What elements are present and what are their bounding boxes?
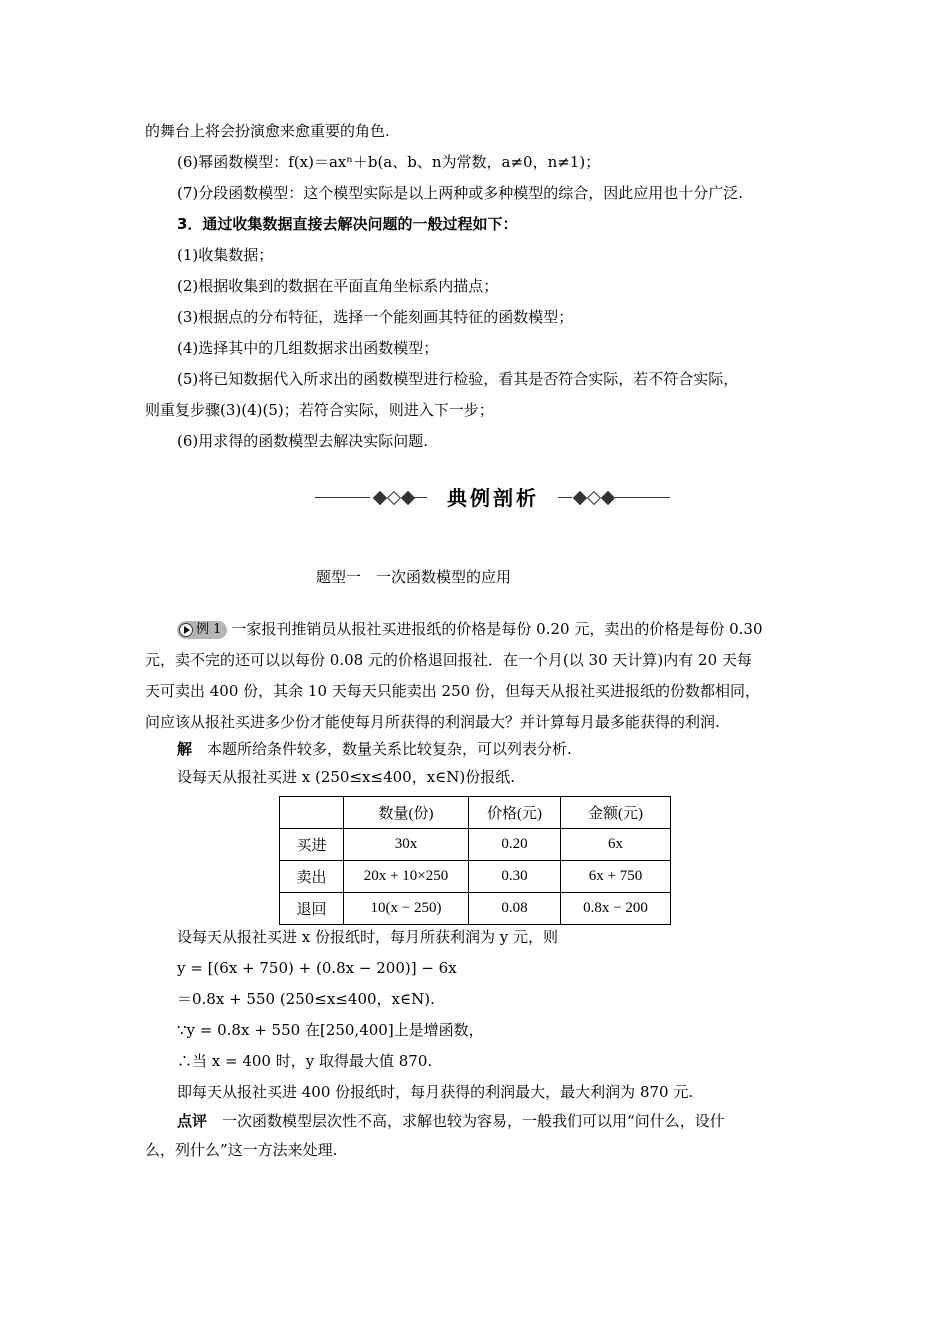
table-cell: 退回 [280, 893, 344, 925]
step-line: (3)根据点的分布特征，选择一个能刻画其特征的函数模型； [177, 308, 574, 326]
example-label: 例 1 [196, 622, 222, 637]
table-cell: 20x + 10×250 [344, 861, 469, 893]
diamond-icon [573, 491, 587, 505]
example-line: 问应该从报社买进多少份才能使每月所获得的利润最大？并计算每月最多能获得的利润. [145, 713, 720, 731]
step-line: (6)用求得的函数模型去解决实际问题. [177, 432, 429, 450]
diamond-icon [401, 491, 415, 505]
example-text: 一家报刊推销员从报社买进报纸的价格是每份 0.20 元，卖出的价格是每份 0.30 [231, 620, 763, 638]
banner-rule-right [615, 497, 670, 498]
example-line: 元，卖不完的还可以以每份 0.08 元的价格退回报社．在一个月(以 30 天计算)内有 20 天每 [145, 651, 752, 669]
table-cell: 卖出 [280, 861, 344, 893]
step-line: (1)收集数据； [177, 246, 274, 264]
solution-label: 解 [177, 740, 193, 758]
table-header-row [280, 797, 671, 829]
text-line: (7)分段函数模型：这个模型实际是以上两种或多种模型的综合，因此应用也十分广泛. [177, 184, 744, 202]
step-line: (5)将已知数据代入所求出的函数模型进行检验，看其是否符合实际，若不符合实际， [177, 370, 739, 388]
comment-label: 点评 [177, 1112, 208, 1130]
example-line: 天可卖出 400 份，其余 10 天每天只能卖出 250 份，但每天从报社买进报纸的份数都相同， [145, 682, 760, 700]
diamond-icon [373, 491, 387, 505]
play-icon [179, 623, 193, 637]
table-cell: 6x + 750 [561, 861, 671, 893]
text-line: 的舞台上将会扮演愈来愈重要的角色. [145, 122, 390, 140]
banner-rule-left-inner [413, 497, 427, 498]
table-header-cell: 金额(元) [561, 797, 671, 829]
section-heading: 3．通过收集数据直接去解决问题的一般过程如下： [177, 215, 518, 233]
table-row [280, 861, 671, 893]
table-row [280, 829, 671, 861]
step-line: (2)根据收集到的数据在平面直角坐标系内描点； [177, 277, 499, 295]
step-line: 则重复步骤(3)(4)(5)；若符合实际，则进入下一步； [145, 401, 494, 419]
table-cell: 6x [561, 829, 671, 861]
banner-rule-right-inner [558, 497, 572, 498]
table-header-cell: 价格(元) [469, 797, 561, 829]
example-badge [177, 621, 227, 639]
table-cell: 0.20 [469, 829, 561, 861]
derivation-line: 即每天从报社买进 400 份报纸时，每月获得的利润最大，最大利润为 870 元. [177, 1083, 694, 1101]
table-row [280, 893, 671, 925]
section-banner [315, 484, 670, 512]
derivation-line: 设每天从报社买进 x 份报纸时，每月所获利润为 y 元，则 [177, 928, 559, 946]
topic-title: 题型一 一次函数模型的应用 [316, 568, 512, 586]
solution-line [177, 739, 572, 759]
derivation-line: y = [(6x + 750) + (0.8x − 200)] − 6x [177, 959, 457, 977]
solution-intro: 本题所给条件较多，数量关系比较复杂，可以列表分析. [207, 740, 572, 758]
table-header-cell [280, 797, 344, 829]
derivation-line: ∴当 x = 400 时，y 取得最大值 870. [177, 1052, 433, 1070]
step-line: (4)选择其中的几组数据求出函数模型； [177, 339, 439, 357]
data-table [279, 796, 671, 925]
table-cell: 10(x − 250) [344, 893, 469, 925]
comment-text: 一次函数模型层次性不高，求解也较为容易，一般我们可以用“问什么，设什 [222, 1112, 725, 1130]
table-cell: 0.30 [469, 861, 561, 893]
table-cell: 买进 [280, 829, 344, 861]
table-cell: 0.08 [469, 893, 561, 925]
banner-rule-left [315, 497, 370, 498]
derivation-line: ＝0.8x + 550 (250≤x≤400，x∈N). [177, 990, 435, 1008]
comment-line [177, 1111, 725, 1131]
setup-line: 设每天从报社买进 x (250≤x≤400，x∈N)份报纸. [177, 768, 516, 786]
comment-line: 么，列什么”这一方法来处理. [145, 1141, 338, 1159]
diamond-icon [601, 491, 615, 505]
example-first-line [177, 619, 763, 639]
text-line: (6)幂函数模型：f(x)＝axⁿ＋b(a、b、n为常数，a≠0，n≠1)； [177, 153, 601, 171]
table-header-cell: 数量(份) [344, 797, 469, 829]
diamond-icon [587, 491, 601, 505]
banner-title: 典例剖析 [447, 486, 539, 510]
diamond-icon [387, 491, 401, 505]
table-cell: 0.8x − 200 [561, 893, 671, 925]
table-cell: 30x [344, 829, 469, 861]
derivation-line: ∵y = 0.8x + 550 在[250,400]上是增函数， [177, 1021, 484, 1039]
